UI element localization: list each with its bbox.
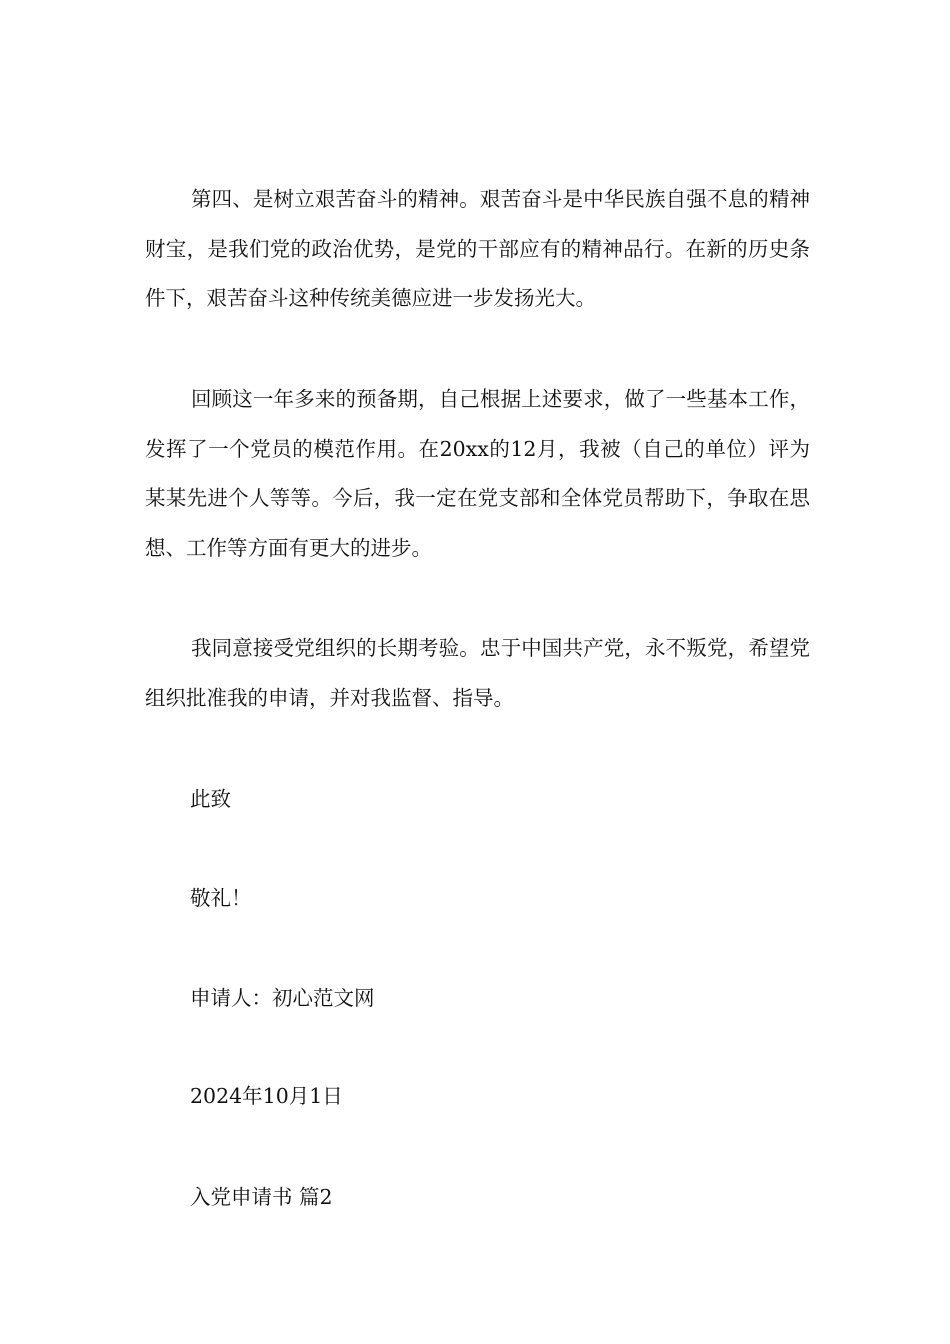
date-text: 2024年10月1日 xyxy=(190,1084,343,1108)
paragraph-spirit-of-hard-work: 第四、是树立艰苦奋斗的精神。艰苦奋斗是中华民族自强不息的精神财宝，是我们党的政治优势，是党的干部应有的精神品行。在新的历史条件下，艰苦奋斗这种传统美德应进一步发扬光大。 xyxy=(145,187,810,310)
salute-text: 敬礼！ xyxy=(190,886,252,910)
closing-text: 此致 xyxy=(190,787,231,811)
paragraph-accept-test: 我同意接受党组织的长期考验。忠于中国共产党，永不叛党，希望党组织批准我的申请，并对我监督、指导。 xyxy=(145,636,810,710)
applicant-signature: 申请人：初心范文网 xyxy=(190,986,375,1010)
next-section-heading: 入党申请书 篇2 xyxy=(190,1185,333,1209)
paragraph-review-probation: 回顾这一年多来的预备期，自己根据上述要求，做了一些基本工作，发挥了一个党员的模范作用。在20xx的12月，我被（自己的单位）评为某某先进个人等等。今后，我一定在党支部和全体党员帮助下，争取在思想、工作等方面有更大的进步。 xyxy=(145,387,810,560)
